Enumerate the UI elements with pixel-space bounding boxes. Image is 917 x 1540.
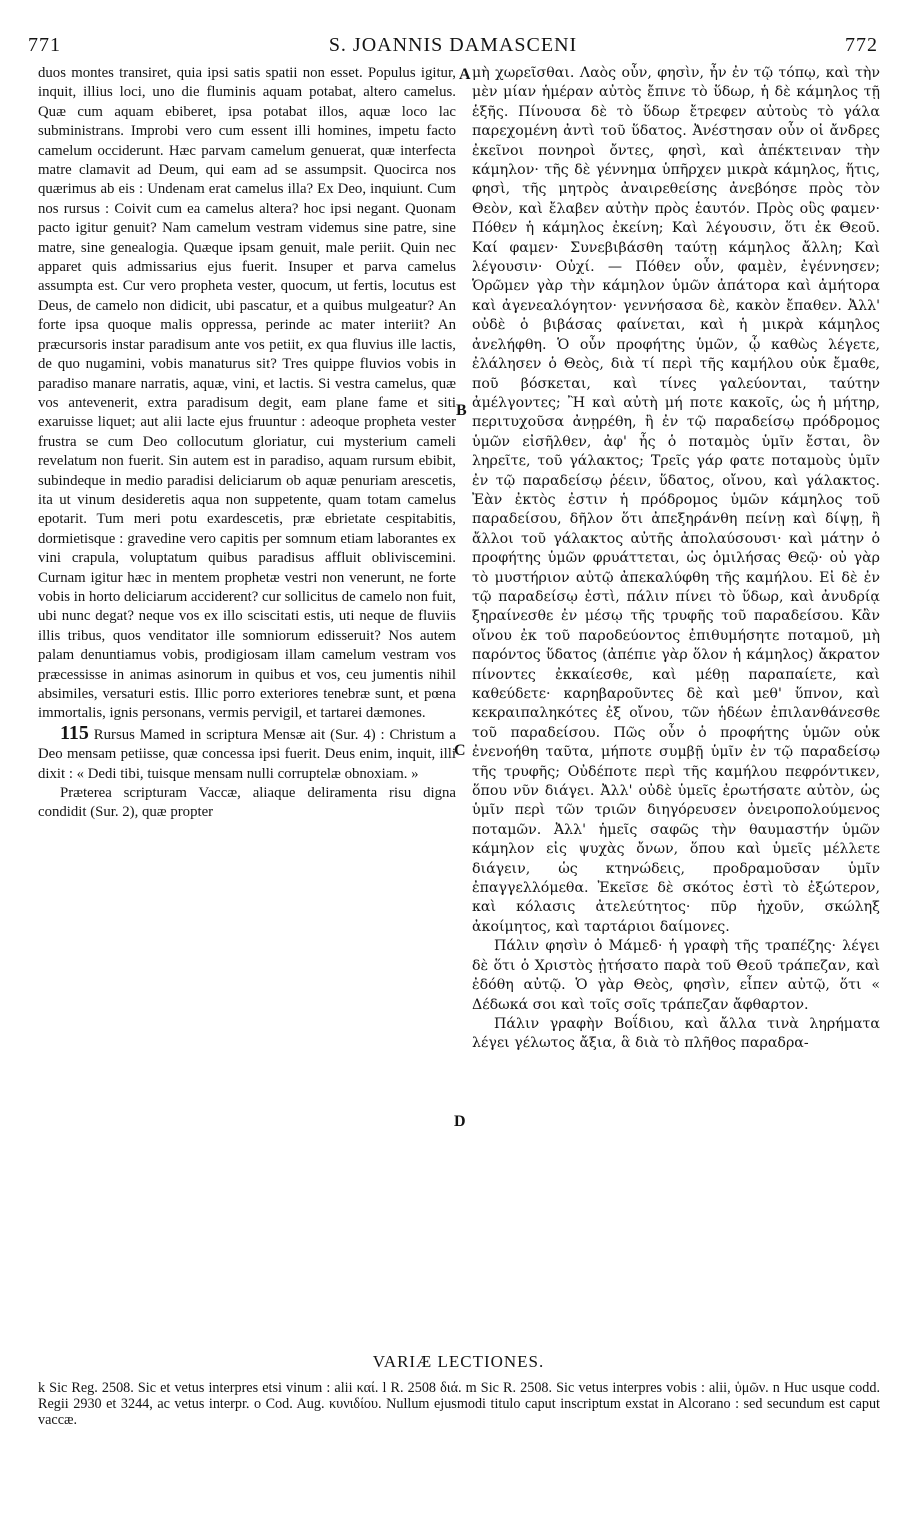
footnote-text: k Sic Reg. 2508. Sic et vetus interpres etsi vinum : alii καί. l R. 2508 διά. m Sic R. 2508. Sic vetus interpres vobis : alii, ὑμῶν. n Huc usque codd. Regii 2930 et 3244, ac vetus interpr. o Cod. Aug. κυνιδίου. Nullum ejusmodi titulo caput inscriptum exstat in Alcorano : sed secundum est caput vaccæ. — [38, 1380, 880, 1428]
greek-paragraph: Πάλιν φησὶν ὁ Μάμεδ· ἡ γραφὴ τῆς τραπέζης· λέγει δὲ ὅτι ὁ Χριστὸς ᾐτήσατο παρὰ τοῦ Θεοῦ τράπεζαν, καὶ ἐδόθη αὐτῷ. Ὁ γὰρ Θεὸς, φησὶν, εἶπεν αὐτῷ, ὅτι « Δέδωκά σοι καὶ τοῖς σοῖς τράπεζαν ἄφθαρτον. — [472, 938, 880, 1013]
latin-paragraph — [38, 721, 457, 784]
running-header — [28, 34, 878, 60]
running-title: S. JOANNIS DAMASCENI — [328, 34, 578, 56]
variae-lectiones-notes — [38, 1380, 880, 1428]
variae-lectiones-title: VARIÆ LECTIONES. — [372, 1352, 545, 1371]
latin-column — [38, 64, 456, 823]
page-number-left: 771 — [28, 34, 61, 56]
margin-letter-d: D — [454, 1113, 466, 1130]
page-number-right: 772 — [845, 34, 878, 56]
margin-letter-c: C — [454, 742, 466, 759]
greek-paragraph: Πάλιν γραφὴν Βοΐδιου, καὶ ἄλλα τινὰ ληρήματα λέγει γέλωτος ἄξια, ἃ διὰ τὸ πλῆθος παραδρα- — [472, 1015, 880, 1052]
greek-column — [472, 64, 880, 1054]
latin-paragraph: Præterea scripturam Vaccæ, aliaque deliramenta risu digna condidit (Sur. 2), quæ propter — [38, 785, 456, 821]
margin-letter-a: A — [459, 66, 471, 83]
section-number: 115 — [60, 721, 89, 744]
margin-letter-b: B — [456, 402, 467, 419]
greek-paragraph: μὴ χωρεῖσθαι. Λαὸς οὖν, φησὶν, ἦν ἐν τῷ τόπῳ, καὶ τὴν μὲν μίαν ἡμέραν αὐτὸς ἔπινε τὸ ὕδωρ, ἡ δὲ κάμηλος τῇ ἑξῆς. Πίνουσα δὲ τὸ ὕδωρ ἔτρεφεν αὐτοὺς τὸ γάλα παρεχομένη ἀντὶ τοῦ ὕδατος. Ἀνέστησαν οὖν οἱ ἄνδρες ἐκεῖνοι πονηροὶ ὄντες, φησὶ, καὶ ἀπέκτειναν τὴν κάμηλον· τῆς δὲ γέννημα ὑπῆρχεν μικρὰ κάμηλος, ἥτις, φησὶ, τῆς μητρὸς ἀναιρεθείσης ἀνεβόησε πρὸς τὸν Θεὸν, καὶ ἔλαβεν αὐτὴν πρὸς ἑαυτόν. Πρὸς οὓς φαμεν· Πόθεν ἡ κάμηλος ἐκείνη; Καὶ λέγουσιν, ὅτι ἐκ Θεοῦ. Καί φαμεν· Συνεβιβάσθη ταύτῃ κάμηλος ἄλλη; Καὶ λέγουσιν· Οὐχί. — Πόθεν οὖν, φαμὲν, ἐγέννησεν; Ὁρῶμεν γὰρ τὴν κάμηλον ὑμῶν ἀπάτορα καὶ ἀμήτορα καὶ ἀγενεαλόγητον· γεννήσασα δὲ, κακὸν ἔπαθεν. Ἀλλ' οὐδὲ ὁ βιβάσας φαίνεται, καὶ ἡ μικρὰ κάμηλος ἀνελήφθη. Ὁ οὖν προφήτης ὑμῶν, ᾧ καθὼς λέγετε, ἐλάλησεν ὁ Θεὸς, διὰ τί περὶ τῆς καμήλου οὐκ ἔμαθε, ποῦ βόσκεται, καὶ τίνες γαλεύονται, ταύτην ἀμέλγοντες; Ἢ καὶ αὐτὴ μή ποτε κακοῖς, ὡς ἡ μήτηρ, περιτυχοῦσα ἀνῃρέθη, ἢ ἐν τῷ παραδείσῳ πρόδρομος ὑμῶν εἰσῆλθεν, ἀφ' ἧς ὁ ποταμὸς ὑμῖν ἔσται, ὃν ληρεῖτε, τοῦ γάλακτος; Τρεῖς γάρ φατε ποταμοὺς ὑμῖν ἐν τῷ παραδείσῳ ῥέειν, ὕδατος, οἴνου, καὶ γάλακτος. Ἐὰν ἐκτὸς ἐστιν ἡ πρόδρομος ὑμῶν κάμηλος τοῦ παραδείσου, δῆλον ὅτι ἀπεξηράνθη πείνῃ καὶ δίψῃ, ἢ ἄλλοι τοῦ γάλακτος αὐτῆς ἀπολαύσουσι· καὶ μάτην ὁ προφήτης ὑμῶν φρυάττεται, ὡς ὁμιλήσας Θεῷ· οὐ γὰρ τὸ μυστήριον αὐτῷ ἀπεκαλύφθη τῆς καμήλου. Εἰ δὲ ἐν τῷ παραδείσῳ ἐστὶ, πάλιν πίνει τὸ ὕδωρ, καὶ ἀνυδρίᾳ ξηραίνεσθε ἐν μέσῳ τῆς τρυφῆς τοῦ παραδείσου. Κἂν οἴνου ἐκ τοῦ παροδεύοντος ἐπιθυμήσητε ποταμοῦ, μὴ παρόντος ὕδατος (ἀπέπιε γὰρ ὅλον ἡ κάμηλος) ἄκρατον πίνοντες ἐκκαίεσθε, καὶ μέθῃ παραπαίετε, καὶ καθεύδετε· καρηβαροῦντες δὲ καὶ μεθ' ὕπνον, καὶ κεκραιπαληκότες ἐξ οἴνου, τῶν ἡδέων ἐπιλανθάνεσθε τοῦ παραδείσου. Πῶς οὖν ὁ προφήτης ὑμῶν οὐκ ἐνενοήθη ταῦτα, μήποτε συμβῇ ὑμῖν ἐν τῷ παραδείσῳ τῆς τρυφῆς; Οὐδέποτε περὶ τῆς καμήλου πεφρόντικεν, ὅπου νῦν διάγει. Ἀλλ' οὐδὲ ὑμεῖς ἐρωτήσατε αὐτὸν, ὡς ὑμῖν περὶ τῶν τριῶν διηγόρευσεν ὀνειροπολούμενος ποταμῶν. Ἀλλ' ἡμεῖς σαφῶς τὴν θαυμαστήν ὑμῶν κάμηλον εἰς ψυχὰς ὄνων, ὅπου καὶ ὑμεῖς μέλλετε διάγειν, ὡς κτηνώδεις, προδραμοῦσαν ὑμῖν ἐπαγγελλόμεθα. Ἐκεῖσε δὲ σκότος ἐστὶ τὸ ἐξώτερον, καὶ κόλασις ἀτελεύτητος· πῦρ ἠχοῦν, σκώληξ ἀκοίμητος, καὶ ταρτάριοι δαίμονες. — [472, 65, 880, 935]
latin-paragraph: duos montes transiret, quia ipsi satis spatii non esset. Populus igitur, inquit, illius loci, uno die fluminis aquam potabat, altero camelus. Quæ cum aquam ebiberet, ipsa potabat illos, aquæ loco lac subministrans. Improbi vero cum essent illi homines, impetu facto camelum occiderunt. Hæc parvam camelum genuerat, quæ interfecta matre clamavit ad Deum, qui eam ad se assumpsit. Quocirca nos quærimus ab eis : Undenam erat camelus illa? Ex Deo, inquiunt. Cum nos rursus : Coivit cum ea camelus altera? hoc ipsi negant. Quonam pacto igitur genuit? Nam camelum vestram videmus sine patre, sine matre, sine genealogia. Quæque ipsam genuit, male periit. Quin nec apparet quis admissarius ejus fuerit. Insuper et parva camelus assumpta est. Cur vero propheta vester, quocum, ut fertis, locutus est Deus, de camelo non didicit, ubi pascatur, et a quibus mulgeatur? An forte ipsa quoque malis oppressa, perinde ac mater interiit? An præcursoris instar paradisum ante vos petiit, ex qua fluvius ille lactis, de quo nugamini, vobis manaturus sit? Tres quippe fluvios vobis in paradiso manare narratis, aquæ, vini, et lactis. Si vestra camelus, quæ vos antevenerit, extra paradisum degit, eam plane fame et siti exaruisse liquet; aut alii lacte ejus fruuntur : adeoque propheta vester frustra se cum Deo collocutum gloriatur, cui mysterium cameli revelatum non fuerit. Sin autem est in paradiso, aquam rursum ebibit, subindeque in medio paradisi deliciarum ob aquæ penuriam arescetis, ita ut vinum desideretis aqua non suppetente, quam totam camelus epotarit. Tum meri potu exardescetis, præ ebrietate cespitabitis, dormietisque : gravedine vero capitis per somnum etiam laborantes ex vini crapula, voluptatum quibus paradisus affluit obliviscemini. Curnam igitur hæc in mentem prophetæ vestri non venerunt, ne forte vobis in horto deliciarum acciderent? cur sollicitus de camelo non fuit, ubi nunc degat? neque vos ex illo sciscitati estis, uti neque de fluviis illis tribus, quos venditator ille somniorum edisseruit? Nos autem palam denuntiamus vobis, prodigiosam illam camelum vestram vos præcessisse in animas asinorum in quibus et vos, ceu jumentis nihil absimiles, versaturi estis. Illic porro exteriores tenebræ sunt, et pœna immortalis, ignis personans, vermis pervigil, et tartarei dæmones. — [38, 65, 456, 722]
latin-paragraph-text: Rursus Mamed in scriptura Mensæ ait (Sur. 4) : Christum a Deo mensam petiisse, quæ concessa ipsi fuerit. Deus enim, inquit, illi dixit : « Dedi tibi, tuisque mensam nulli corruptelæ obnoxiam. » — [38, 726, 457, 782]
